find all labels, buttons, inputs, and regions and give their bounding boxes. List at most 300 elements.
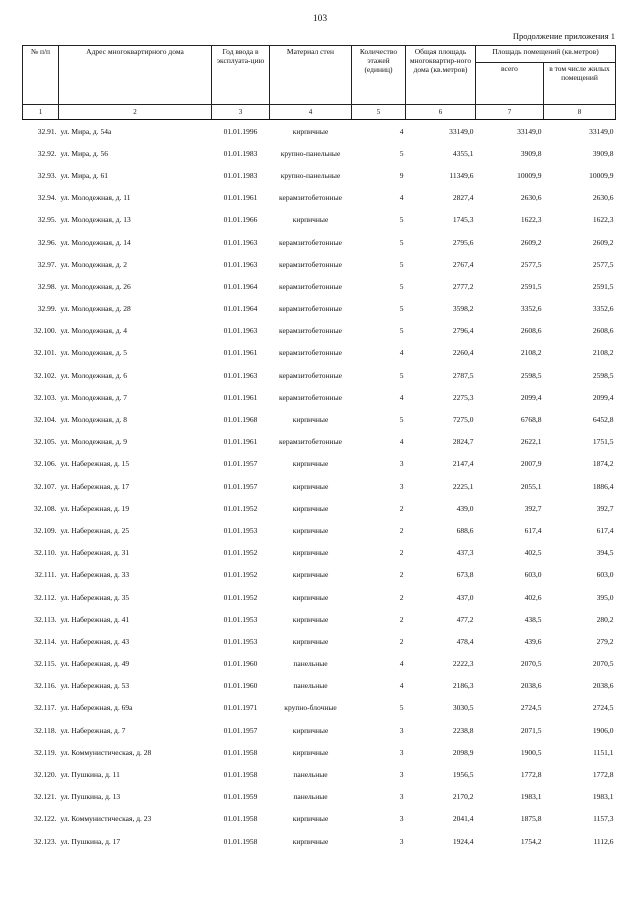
table-row [23, 830, 616, 852]
apartment-buildings-table [22, 45, 616, 852]
premises-total-cell: 2608,6 [520, 326, 542, 336]
column-number: 2 [59, 105, 212, 120]
header-premises: Площадь помещений (кв.метров) [476, 46, 616, 63]
premises-total-cell: 438,5 [524, 614, 542, 624]
row-number: 32.109. [34, 525, 57, 535]
address-cell: ул. Мира, д. 56 [60, 148, 108, 158]
header-premises-residential: в том числе жилых помещений [544, 63, 616, 105]
premises-total-cell: 1875,8 [520, 814, 542, 824]
column-number: 4 [270, 105, 352, 120]
year-cell: 01.01.1983 [223, 170, 258, 180]
material-cell: керамзитобетонные [279, 259, 342, 269]
year-cell: 01.01.1963 [223, 370, 258, 380]
residential-area-cell: 1751,5 [592, 437, 614, 447]
residential-area-cell: 2724,5 [592, 703, 614, 713]
table-row [23, 187, 616, 209]
address-cell: ул. Молодежная, д. 9 [60, 437, 128, 447]
residential-area-cell: 2609,2 [592, 237, 614, 247]
floors-cell: 5 [399, 281, 404, 291]
material-cell: керамзитобетонные [279, 281, 342, 291]
year-cell: 01.01.1953 [223, 525, 258, 535]
year-cell: 01.01.1983 [223, 148, 258, 158]
column-number: 7 [476, 105, 544, 120]
residential-area-cell: 394,5 [596, 548, 614, 558]
floors-cell: 5 [399, 703, 404, 713]
address-cell: ул. Набережная, д. 49 [60, 659, 130, 669]
total-area-cell: 1924,4 [452, 836, 474, 846]
total-area-cell: 11349,6 [449, 170, 474, 180]
row-number: 32.123. [34, 836, 57, 846]
material-cell: керамзитобетонные [279, 326, 342, 336]
address-cell: ул. Мира, д. 54а [60, 126, 112, 136]
residential-area-cell: 2038,6 [592, 681, 614, 691]
floors-cell: 4 [399, 392, 404, 402]
residential-area-cell: 617,4 [596, 525, 614, 535]
premises-total-cell: 2055,1 [520, 481, 542, 491]
material-cell: керамзитобетонные [279, 304, 342, 314]
total-area-cell: 2824,7 [452, 437, 474, 447]
header-premises-total: всего [476, 63, 544, 105]
material-cell: керамзитобетонные [279, 370, 342, 380]
continuation-note: Продолжение приложения 1 [512, 31, 615, 41]
total-area-cell: 33149,0 [449, 126, 474, 136]
year-cell: 01.01.1952 [223, 548, 258, 558]
row-number: 32.118. [34, 725, 57, 735]
table-row [23, 298, 616, 320]
residential-area-cell: 10009,9 [589, 170, 614, 180]
total-area-cell: 2767,4 [452, 259, 474, 269]
floors-cell: 5 [399, 304, 404, 314]
residential-area-cell: 2577,5 [592, 259, 614, 269]
premises-total-cell: 2071,5 [520, 725, 542, 735]
premises-total-cell: 392,7 [524, 503, 542, 513]
table-row [23, 164, 616, 186]
material-cell: кирпичные [292, 215, 329, 225]
header-year: Год ввода в эксплуата-цию [212, 46, 270, 105]
total-area-cell: 2147,4 [452, 459, 474, 469]
year-cell: 01.01.1961 [223, 193, 258, 203]
floors-cell: 4 [399, 193, 404, 203]
year-cell: 01.01.1959 [223, 792, 258, 802]
premises-total-cell: 2609,2 [520, 237, 542, 247]
total-area-cell: 437,3 [456, 548, 474, 558]
material-cell: кирпичные [292, 614, 329, 624]
residential-area-cell: 2099,4 [592, 392, 614, 402]
premises-total-cell: 402,6 [524, 592, 542, 602]
premises-total-cell: 1754,2 [520, 836, 542, 846]
year-cell: 01.01.1958 [223, 747, 258, 757]
header-floors: Количество этажей (единиц) [352, 46, 406, 105]
address-cell: ул. Набережная, д. 41 [60, 614, 130, 624]
residential-area-cell: 1772,8 [592, 770, 614, 780]
residential-area-cell: 1151,1 [593, 747, 614, 757]
floors-cell: 3 [399, 836, 404, 846]
row-number: 32.120. [34, 770, 57, 780]
premises-total-cell: 2724,5 [520, 703, 542, 713]
address-cell: ул. Молодежная, д. 5 [60, 348, 128, 358]
material-cell: кирпичные [292, 459, 329, 469]
table-row [23, 142, 616, 164]
premises-total-cell: 10009,9 [517, 170, 542, 180]
address-cell: ул. Молодежная, д. 6 [60, 370, 128, 380]
table-row [23, 608, 616, 630]
column-number: 3 [212, 105, 270, 120]
material-cell: кирпичные [292, 126, 329, 136]
total-area-cell: 439,0 [456, 503, 474, 513]
address-cell: ул. Набережная, д. 19 [60, 503, 130, 513]
row-number: 32.122. [34, 814, 57, 824]
floors-cell: 4 [399, 126, 404, 136]
material-cell: керамзитобетонные [279, 193, 342, 203]
residential-area-cell: 280,2 [596, 614, 614, 624]
total-area-cell: 2777,2 [452, 281, 474, 291]
header-material: Материал стен [270, 46, 352, 105]
premises-total-cell: 2038,6 [520, 681, 542, 691]
header-total-area: Общая площадь многоквартир-ного дома (кв.метров) [406, 46, 476, 105]
address-cell: ул. Набережная, д. 15 [60, 459, 130, 469]
residential-area-cell: 2591,5 [592, 281, 614, 291]
row-number: 32.92. [37, 148, 57, 158]
total-area-cell: 478,4 [456, 636, 474, 646]
year-cell: 01.01.1966 [223, 215, 258, 225]
address-cell: ул. Молодежная, д. 14 [60, 237, 131, 247]
year-cell: 01.01.1960 [223, 659, 258, 669]
address-cell: ул. Набережная, д. 25 [60, 525, 130, 535]
material-cell: кирпичные [292, 836, 329, 846]
premises-total-cell: 1622,3 [520, 215, 542, 225]
table-row [23, 697, 616, 719]
floors-cell: 5 [399, 237, 404, 247]
premises-total-cell: 2630,6 [520, 193, 542, 203]
table-row [23, 786, 616, 808]
year-cell: 01.01.1960 [223, 681, 258, 691]
year-cell: 01.01.1952 [223, 503, 258, 513]
premises-total-cell: 2007,9 [520, 459, 542, 469]
total-area-cell: 3598,2 [452, 304, 474, 314]
table-row [23, 453, 616, 475]
address-cell: ул. Мира, д. 61 [60, 170, 108, 180]
floors-cell: 2 [399, 636, 404, 646]
premises-total-cell: 33149,0 [517, 126, 542, 136]
year-cell: 01.01.1971 [223, 703, 258, 713]
address-cell: ул. Набережная, д. 17 [60, 481, 130, 491]
row-number: 32.121. [34, 792, 57, 802]
row-number: 32.103. [34, 392, 57, 402]
material-cell: кирпичные [292, 548, 329, 558]
total-area-cell: 2827,4 [452, 193, 474, 203]
total-area-cell: 2787,5 [452, 370, 474, 380]
year-cell: 01.01.1961 [223, 437, 258, 447]
header-address: Адрес многоквартирного дома [59, 46, 212, 105]
material-cell: панельные [293, 659, 328, 669]
material-cell: панельные [293, 681, 328, 691]
total-area-cell: 2098,9 [452, 747, 474, 757]
floors-cell: 3 [399, 725, 404, 735]
year-cell: 01.01.1964 [223, 281, 258, 291]
residential-area-cell: 1886,4 [592, 481, 614, 491]
total-area-cell: 7275,0 [452, 415, 474, 425]
table-row [23, 431, 616, 453]
premises-total-cell: 3909,8 [520, 148, 542, 158]
header-no: № п/п [23, 46, 59, 105]
material-cell: кирпичные [292, 814, 329, 824]
table-row [23, 320, 616, 342]
total-area-cell: 2275,3 [452, 392, 474, 402]
address-cell: ул. Молодежная, д. 13 [60, 215, 131, 225]
row-number: 32.108. [34, 503, 57, 513]
year-cell: 01.01.1957 [223, 481, 258, 491]
column-number: 1 [23, 105, 59, 120]
row-number: 32.98. [37, 281, 57, 291]
floors-cell: 2 [399, 525, 404, 535]
row-number: 32.105. [34, 437, 57, 447]
row-number: 32.101. [34, 348, 57, 358]
year-cell: 01.01.1963 [223, 259, 258, 269]
row-number: 32.99. [37, 304, 57, 314]
table-row [23, 630, 616, 652]
address-cell: ул. Молодежная, д. 7 [60, 392, 128, 402]
table-row [23, 120, 616, 143]
year-cell: 01.01.1964 [223, 304, 258, 314]
residential-area-cell: 1874,2 [592, 459, 614, 469]
table-row [23, 542, 616, 564]
address-cell: ул. Набережная, д. 53 [60, 681, 130, 691]
row-number: 32.100. [34, 326, 57, 336]
material-cell: керамзитобетонные [279, 392, 342, 402]
residential-area-cell: 3909,8 [592, 148, 614, 158]
row-number: 32.117. [34, 703, 57, 713]
residential-area-cell: 1112,6 [593, 836, 614, 846]
year-cell: 01.01.1961 [223, 348, 258, 358]
row-number: 32.110. [34, 548, 57, 558]
residential-area-cell: 392,7 [596, 503, 614, 513]
table-row [23, 741, 616, 763]
address-cell: ул. Набережная, д. 31 [60, 548, 130, 558]
year-cell: 01.01.1958 [223, 770, 258, 780]
floors-cell: 4 [399, 659, 404, 669]
floors-cell: 4 [399, 681, 404, 691]
table-row [23, 386, 616, 408]
table-row [23, 564, 616, 586]
year-cell: 01.01.1952 [223, 592, 258, 602]
residential-area-cell: 1983,1 [592, 792, 614, 802]
floors-cell: 5 [399, 259, 404, 269]
material-cell: крупно-панельные [280, 148, 341, 158]
table-row [23, 497, 616, 519]
premises-total-cell: 2577,5 [520, 259, 542, 269]
residential-area-cell: 1622,3 [592, 215, 614, 225]
total-area-cell: 2041,4 [452, 814, 474, 824]
address-cell: ул. Пушкина, д. 11 [60, 770, 120, 780]
premises-total-cell: 402,5 [524, 548, 542, 558]
address-cell: ул. Набережная, д. 43 [60, 636, 130, 646]
total-area-cell: 437,0 [456, 592, 474, 602]
material-cell: керамзитобетонные [279, 437, 342, 447]
premises-total-cell: 2591,5 [520, 281, 542, 291]
floors-cell: 3 [399, 770, 404, 780]
table-row [23, 408, 616, 430]
year-cell: 01.01.1953 [223, 614, 258, 624]
year-cell: 01.01.1957 [223, 725, 258, 735]
address-cell: ул. Молодежная, д. 4 [60, 326, 128, 336]
table-row [23, 719, 616, 741]
address-cell: ул. Молодежная, д. 26 [60, 281, 131, 291]
residential-area-cell: 1157,3 [593, 814, 614, 824]
year-cell: 01.01.1958 [223, 836, 258, 846]
column-number: 6 [406, 105, 476, 120]
row-number: 32.116. [34, 681, 57, 691]
floors-cell: 3 [399, 481, 404, 491]
row-number: 32.113. [34, 614, 57, 624]
residential-area-cell: 2608,6 [592, 326, 614, 336]
material-cell: кирпичные [292, 503, 329, 513]
premises-total-cell: 1983,1 [520, 792, 542, 802]
premises-total-cell: 2598,5 [520, 370, 542, 380]
row-number: 32.96. [37, 237, 57, 247]
year-cell: 01.01.1952 [223, 570, 258, 580]
premises-total-cell: 1772,8 [520, 770, 542, 780]
year-cell: 01.01.1961 [223, 392, 258, 402]
address-cell: ул. Молодежная, д. 8 [60, 415, 128, 425]
year-cell: 01.01.1968 [223, 415, 258, 425]
floors-cell: 9 [399, 170, 404, 180]
row-number: 32.111. [34, 570, 57, 580]
total-area-cell: 2795,6 [452, 237, 474, 247]
material-cell: кирпичные [292, 570, 329, 580]
column-number: 5 [352, 105, 406, 120]
floors-cell: 2 [399, 548, 404, 558]
total-area-cell: 2260,4 [452, 348, 474, 358]
total-area-cell: 673,8 [456, 570, 474, 580]
premises-total-cell: 2070,5 [520, 659, 542, 669]
floors-cell: 5 [399, 215, 404, 225]
premises-total-cell: 1900,5 [520, 747, 542, 757]
premises-total-cell: 6768,8 [520, 415, 542, 425]
premises-total-cell: 439,6 [524, 636, 542, 646]
residential-area-cell: 2598,5 [592, 370, 614, 380]
total-area-cell: 1745,3 [452, 215, 474, 225]
total-area-cell: 2225,1 [452, 481, 474, 491]
floors-cell: 2 [399, 503, 404, 513]
floors-cell: 2 [399, 614, 404, 624]
residential-area-cell: 1906,0 [592, 725, 614, 735]
premises-total-cell: 3352,6 [520, 304, 542, 314]
row-number: 32.112. [34, 592, 57, 602]
material-cell: панельные [293, 770, 328, 780]
premises-total-cell: 2622,1 [520, 437, 542, 447]
address-cell: ул. Коммунистическая, д. 23 [60, 814, 152, 824]
residential-area-cell: 2070,5 [592, 659, 614, 669]
material-cell: кирпичные [292, 725, 329, 735]
address-cell: ул. Молодежная, д. 28 [60, 304, 131, 314]
premises-total-cell: 617,4 [524, 525, 542, 535]
table-row [23, 475, 616, 497]
residential-area-cell: 2630,6 [592, 193, 614, 203]
total-area-cell: 2238,8 [452, 725, 474, 735]
address-cell: ул. Молодежная, д. 2 [60, 259, 128, 269]
row-number: 32.104. [34, 415, 57, 425]
year-cell: 01.01.1996 [223, 126, 258, 136]
total-area-cell: 2796,4 [452, 326, 474, 336]
address-cell: ул. Набережная, д. 35 [60, 592, 130, 602]
material-cell: кирпичные [292, 592, 329, 602]
table-row [23, 808, 616, 830]
row-number: 32.107. [34, 481, 57, 491]
row-number: 32.94. [37, 193, 57, 203]
total-area-cell: 688,6 [456, 525, 474, 535]
row-number: 32.114. [34, 636, 57, 646]
floors-cell: 5 [399, 326, 404, 336]
table-row [23, 586, 616, 608]
material-cell: керамзитобетонные [279, 237, 342, 247]
material-cell: кирпичные [292, 636, 329, 646]
address-cell: ул. Пушкина, д. 17 [60, 836, 121, 846]
total-area-cell: 2186,3 [452, 681, 474, 691]
premises-total-cell: 2099,4 [520, 392, 542, 402]
row-number: 32.93. [37, 170, 57, 180]
floors-cell: 3 [399, 459, 404, 469]
material-cell: кирпичные [292, 481, 329, 491]
floors-cell: 4 [399, 437, 404, 447]
row-number: 32.95. [37, 215, 57, 225]
total-area-cell: 477,2 [456, 614, 474, 624]
row-number: 32.115. [34, 659, 57, 669]
year-cell: 01.01.1963 [223, 237, 258, 247]
residential-area-cell: 603,0 [596, 570, 614, 580]
table-body [23, 120, 616, 853]
material-cell: кирпичные [292, 747, 329, 757]
residential-area-cell: 395,0 [596, 592, 614, 602]
table-row [23, 763, 616, 785]
address-cell: ул. Набережная, д. 69а [60, 703, 133, 713]
material-cell: крупно-панельные [280, 170, 341, 180]
year-cell: 01.01.1958 [223, 814, 258, 824]
premises-total-cell: 2108,2 [520, 348, 542, 358]
address-cell: ул. Пушкина, д. 13 [60, 792, 121, 802]
row-number: 32.106. [34, 459, 57, 469]
total-area-cell: 4355,1 [452, 148, 474, 158]
address-cell: ул. Набережная, д. 7 [60, 725, 126, 735]
year-cell: 01.01.1953 [223, 636, 258, 646]
row-number: 32.102. [34, 370, 57, 380]
floors-cell: 3 [399, 814, 404, 824]
year-cell: 01.01.1957 [223, 459, 258, 469]
total-area-cell: 2222,3 [452, 659, 474, 669]
table-row [23, 675, 616, 697]
table-row [23, 342, 616, 364]
residential-area-cell: 33149,0 [589, 126, 614, 136]
floors-cell: 5 [399, 148, 404, 158]
floors-cell: 3 [399, 747, 404, 757]
total-area-cell: 2170,2 [452, 792, 474, 802]
year-cell: 01.01.1963 [223, 326, 258, 336]
residential-area-cell: 3352,6 [592, 304, 614, 314]
floors-cell: 5 [399, 370, 404, 380]
total-area-cell: 1956,5 [452, 770, 474, 780]
row-number: 32.97. [37, 259, 57, 269]
total-area-cell: 3030,5 [452, 703, 474, 713]
address-cell: ул. Молодежная, д. 11 [60, 193, 131, 203]
residential-area-cell: 2108,2 [592, 348, 614, 358]
floors-cell: 2 [399, 592, 404, 602]
row-number: 32.119. [34, 747, 57, 757]
page-number: 103 [312, 14, 328, 24]
table-row [23, 253, 616, 275]
premises-total-cell: 603,0 [524, 570, 542, 580]
table-row [23, 275, 616, 297]
table-row [23, 231, 616, 253]
row-number: 32.91. [37, 126, 57, 136]
